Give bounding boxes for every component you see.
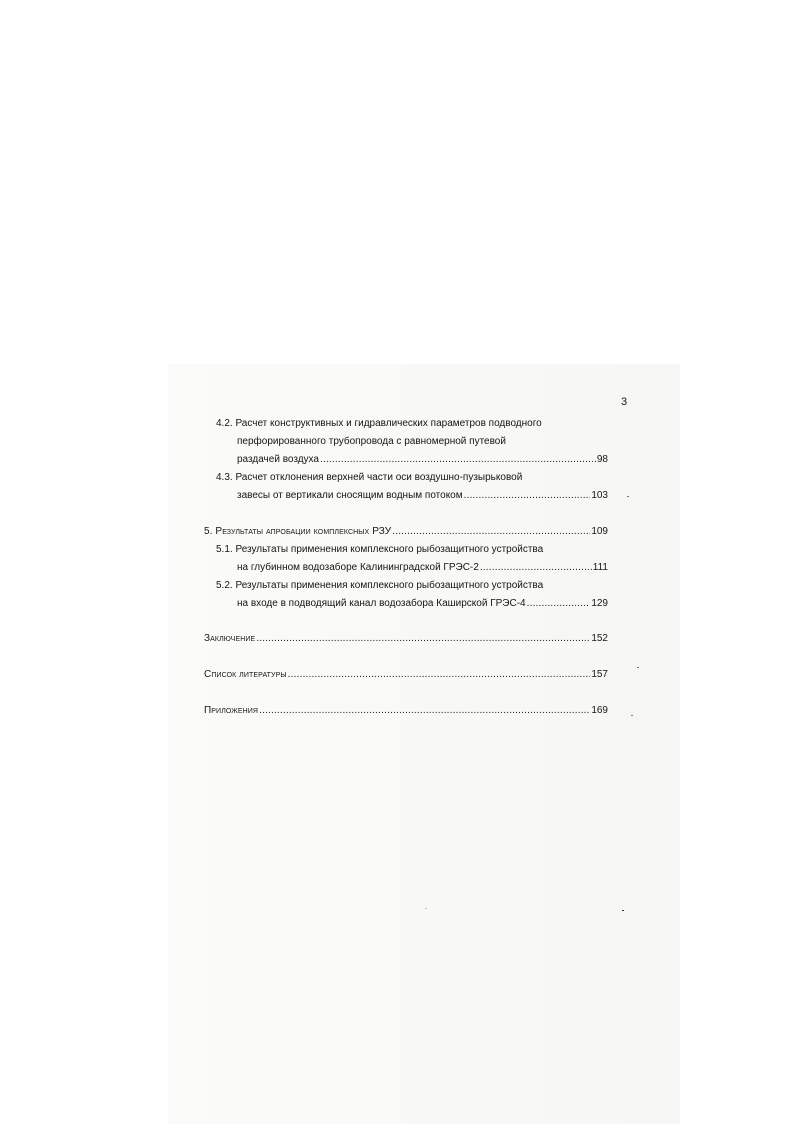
toc-entry-4-2-line-2: перфорированного трубопровода с равномерной путевой	[237, 436, 506, 447]
toc-entry-5-1-page: 111	[592, 562, 608, 573]
dot-leader	[288, 668, 591, 681]
toc-chapter-5	[204, 525, 608, 538]
scan-speck	[627, 496, 629, 497]
page-number: 3	[621, 396, 628, 408]
toc-entry-4-2-line-3	[237, 453, 608, 466]
scan-speck	[622, 910, 624, 911]
toc-references	[204, 668, 608, 681]
toc-entry-5-1-text: на глубинном водозаборе Калининградской ГРЭС-2	[237, 562, 479, 573]
scan-speck	[425, 908, 427, 909]
toc-entry-4-2-page: 98	[596, 454, 608, 465]
toc-conclusion-page: 152	[591, 633, 608, 644]
dot-leader	[259, 704, 590, 717]
toc-appendices-page: 169	[591, 705, 608, 716]
toc-appendices-title: Приложения	[204, 705, 259, 716]
toc-entry-5-2-page: 129	[591, 598, 608, 609]
toc-references-title: Список литературы	[204, 669, 287, 680]
toc-conclusion-title: Заключение	[204, 633, 256, 644]
toc-conclusion	[204, 632, 608, 645]
toc-chapter-5-title: 5. Результаты апробации комплексных РЗУ	[204, 526, 392, 537]
toc-entry-4-2-line-1: 4.2. Расчет конструктивных и гидравлических параметров подводного	[216, 418, 542, 429]
scan-speck	[637, 667, 639, 668]
dot-leader	[480, 561, 592, 574]
dot-leader	[392, 525, 590, 538]
dot-leader	[256, 632, 590, 645]
toc-entry-5-2-line-2	[237, 597, 608, 610]
dot-leader	[464, 489, 591, 502]
toc-entry-4-3-text: завесы от вертикали сносящим водным потоком	[237, 490, 463, 501]
toc-entry-4-3-page: 103	[591, 490, 608, 501]
dot-leader	[527, 597, 591, 610]
toc-entry-4-2-text: раздачей воздуха	[237, 454, 319, 465]
toc-references-page: 157	[591, 669, 608, 680]
toc-entry-4-3-line-2	[237, 489, 608, 502]
toc-entry-5-1-line-2	[237, 561, 608, 574]
toc-entry-5-1-line-1: 5.1. Результаты применения комплексного рыбозащитного устройства	[216, 544, 544, 555]
toc-entry-5-2-text: на входе в подводящий канал водозабора Каширской ГРЭС-4	[237, 598, 526, 609]
toc-entry-4-3-line-1: 4.3. Расчет отклонения верхней части оси воздушно-пузырьковой	[216, 472, 523, 483]
dot-leader	[320, 453, 596, 466]
scan-speck	[631, 715, 633, 716]
toc-appendices	[204, 704, 608, 717]
toc-entry-5-2-line-1: 5.2. Результаты применения комплексного рыбозащитного устройства	[216, 580, 544, 591]
toc-chapter-5-page: 109	[591, 526, 608, 537]
